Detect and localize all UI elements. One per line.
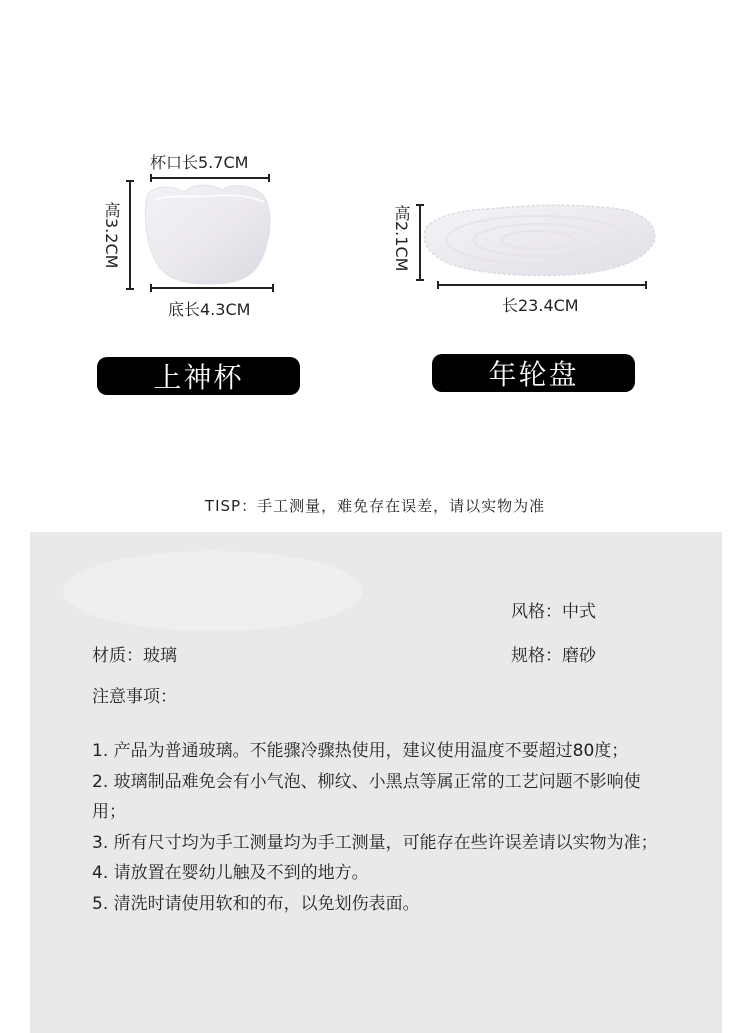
material-spec: 材质：玻璃: [92, 646, 177, 666]
plate-length-label: 长23.4CM: [502, 296, 579, 315]
cup-name-badge: 上神杯: [97, 357, 300, 395]
cup-height-label: 高3.2CM: [102, 202, 121, 269]
note-item: 5. 清洗时请使用软和的布，以免划伤表面。: [92, 893, 420, 914]
cup-base-dimension-line: [150, 287, 274, 289]
cup-image: [140, 180, 280, 288]
finish-spec: 规格：磨砂: [511, 646, 596, 666]
cup-base-length-label: 底长4.3CM: [168, 300, 251, 319]
note-item: 1. 产品为普通玻璃。不能骤冷骤热使用，建议使用温度不要超过80度；: [92, 741, 629, 761]
measurement-tip: TISP：手工测量，难免存在误差，请以实物为准: [204, 497, 546, 515]
cup-top-dimension-line: [150, 177, 270, 179]
plate-length-dimension-line: [437, 284, 647, 286]
plate-name-badge: 年轮盘: [432, 354, 635, 392]
notes-title: 注意事项：: [92, 687, 177, 707]
note-item: 2. 玻璃制品难免会有小气泡、柳纹、小黑点等属正常的工艺问题不影响使用；: [92, 771, 641, 822]
decorative-product-shadow: [58, 546, 368, 636]
note-item: 3. 所有尺寸均为手工测量均为手工测量，可能存在些许误差请以实物为准；: [92, 832, 658, 853]
note-item: 4. 请放置在婴幼儿触及不到的地方。: [92, 863, 369, 883]
cup-height-dimension-line: [129, 180, 131, 290]
notes-list: [92, 736, 672, 919]
cup-top-length-label: 杯口长5.7CM: [150, 153, 249, 172]
style-spec: 风格：中式: [511, 602, 596, 622]
plate-image: [420, 198, 660, 278]
plate-height-label: 高2.1CM: [392, 205, 411, 272]
